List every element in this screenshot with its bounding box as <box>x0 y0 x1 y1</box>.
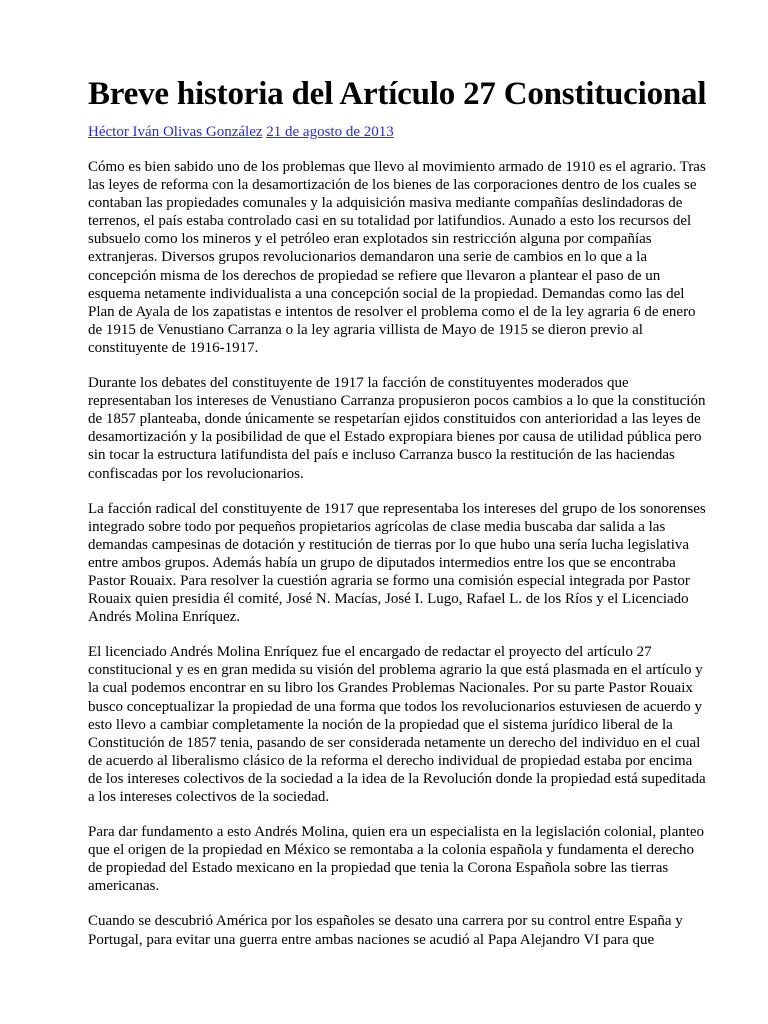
article-title: Breve historia del Artículo 27 Constitucional <box>88 76 707 112</box>
paragraph: La facción radical del constituyente de 1917 que representaba los intereses del grupo de los sonorenses integrado sobre todo por pequeños propietarios agrícolas de clase media buscaba dar salida a las demandas campesinas de dotación y restitución de tierras por lo que hubo una sería lucha legislativa entre ambos grupos. Además había un grupo de diputados intermedios entre los que se encontraba Pastor Rouaix. Para resolver la cuestión agraria se formo una comisión especial integrada por Pastor Rouaix quien presidia él comité, José N. Macías, José I. Lugo, Rafael L. de los Ríos y el Licenciado Andrés Molina Enríquez. <box>88 500 706 626</box>
date-link[interactable]: 21 de agosto de 2013 <box>266 124 394 140</box>
paragraph: El licenciado Andrés Molina Enríquez fue el encargado de redactar el proyecto del artículo 27 constitucional y es en gran medida su visión del problema agrario la que está plasmada en el artículo y la cual podemos encontrar en su libro los Grandes Problemas Nacionales. Por su parte Pastor Rouaix busco conceptualizar la propiedad de una forma que todos los revolucionarios estuviesen de acuerdo y esto llevo a cambiar completamente la noción de la propiedad que el sistema jurídico liberal de la Constitución de 1857 tenia, pasando de ser considerada netamente un derecho del individuo en el cual de acuerdo al liberalismo clásico de la reforma el derecho individual de propiedad estaba por encima de los intereses colectivos de la sociedad a la idea de la Revolución donde la propiedad está supeditada a los intereses colectivos de la sociedad. <box>88 644 706 805</box>
paragraph: Cómo es bien sabido uno de los problemas que llevo al movimiento armado de 1910 es el agrario. Tras las leyes de reforma con la desamortización de los bienes de las corporaciones dentro de los cuales se contaban las propiedades comunales y la adquisición masiva mediante compañías deslindadoras de terrenos, el país estaba controlado casi en su totalidad por latifundios. Aunado a esto los recursos del subsuelo como los mineros y el petróleo eran explotados sin restricción alguna por compañías extranjeras. Diversos grupos revolucionarios demandaron una serie de cambios en lo que a la concepción misma de los derechos de propiedad se refiere que llevaron a plantear el paso de un esquema netamente individualista a una concepción social de la propiedad. Demandas como las del Plan de Ayala de los zapatistas e intentos de resolver el problema como el de la ley agraria 6 de enero de 1915 de Venustiano Carranza o la ley agraria villista de Mayo de 1915 se dieron previo al constituyente de 1916-1917. <box>88 159 706 356</box>
byline <box>88 123 708 141</box>
paragraph: Durante los debates del constituyente de 1917 la facción de constituyentes moderados que representaban los intereses de Venustiano Carranza propusieron pocos cambios a lo que la constitución de 1857 planteaba, donde únicamente se respetarían ejidos constituidos con anterioridad a las leyes de desamortización y la posibilidad de que el Estado expropiara bienes por causa de utilidad pública pero sin tocar la estructura latifundista del país e incluso Carranza busco la restitución de las haciendas confiscadas por los revolucionarios. <box>88 375 706 482</box>
author-link[interactable]: Héctor Iván Olivas González <box>88 124 263 140</box>
article-body <box>88 158 708 949</box>
paragraph: Cuando se descubrió América por los españoles se desato una carrera por su control entre España y Portugal, para evitar una guerra entre ambas naciones se acudió al Papa Alejandro VI para que <box>88 913 683 948</box>
paragraph: Para dar fundamento a esto Andrés Molina, quien era un especialista en la legislación colonial, planteo que el origen de la propiedad en México se remontaba a la colonia española y fundamenta el derecho de propiedad del Estado mexicano en la propiedad que tenia la Corona Española sobre las tierras americanas. <box>88 824 705 895</box>
